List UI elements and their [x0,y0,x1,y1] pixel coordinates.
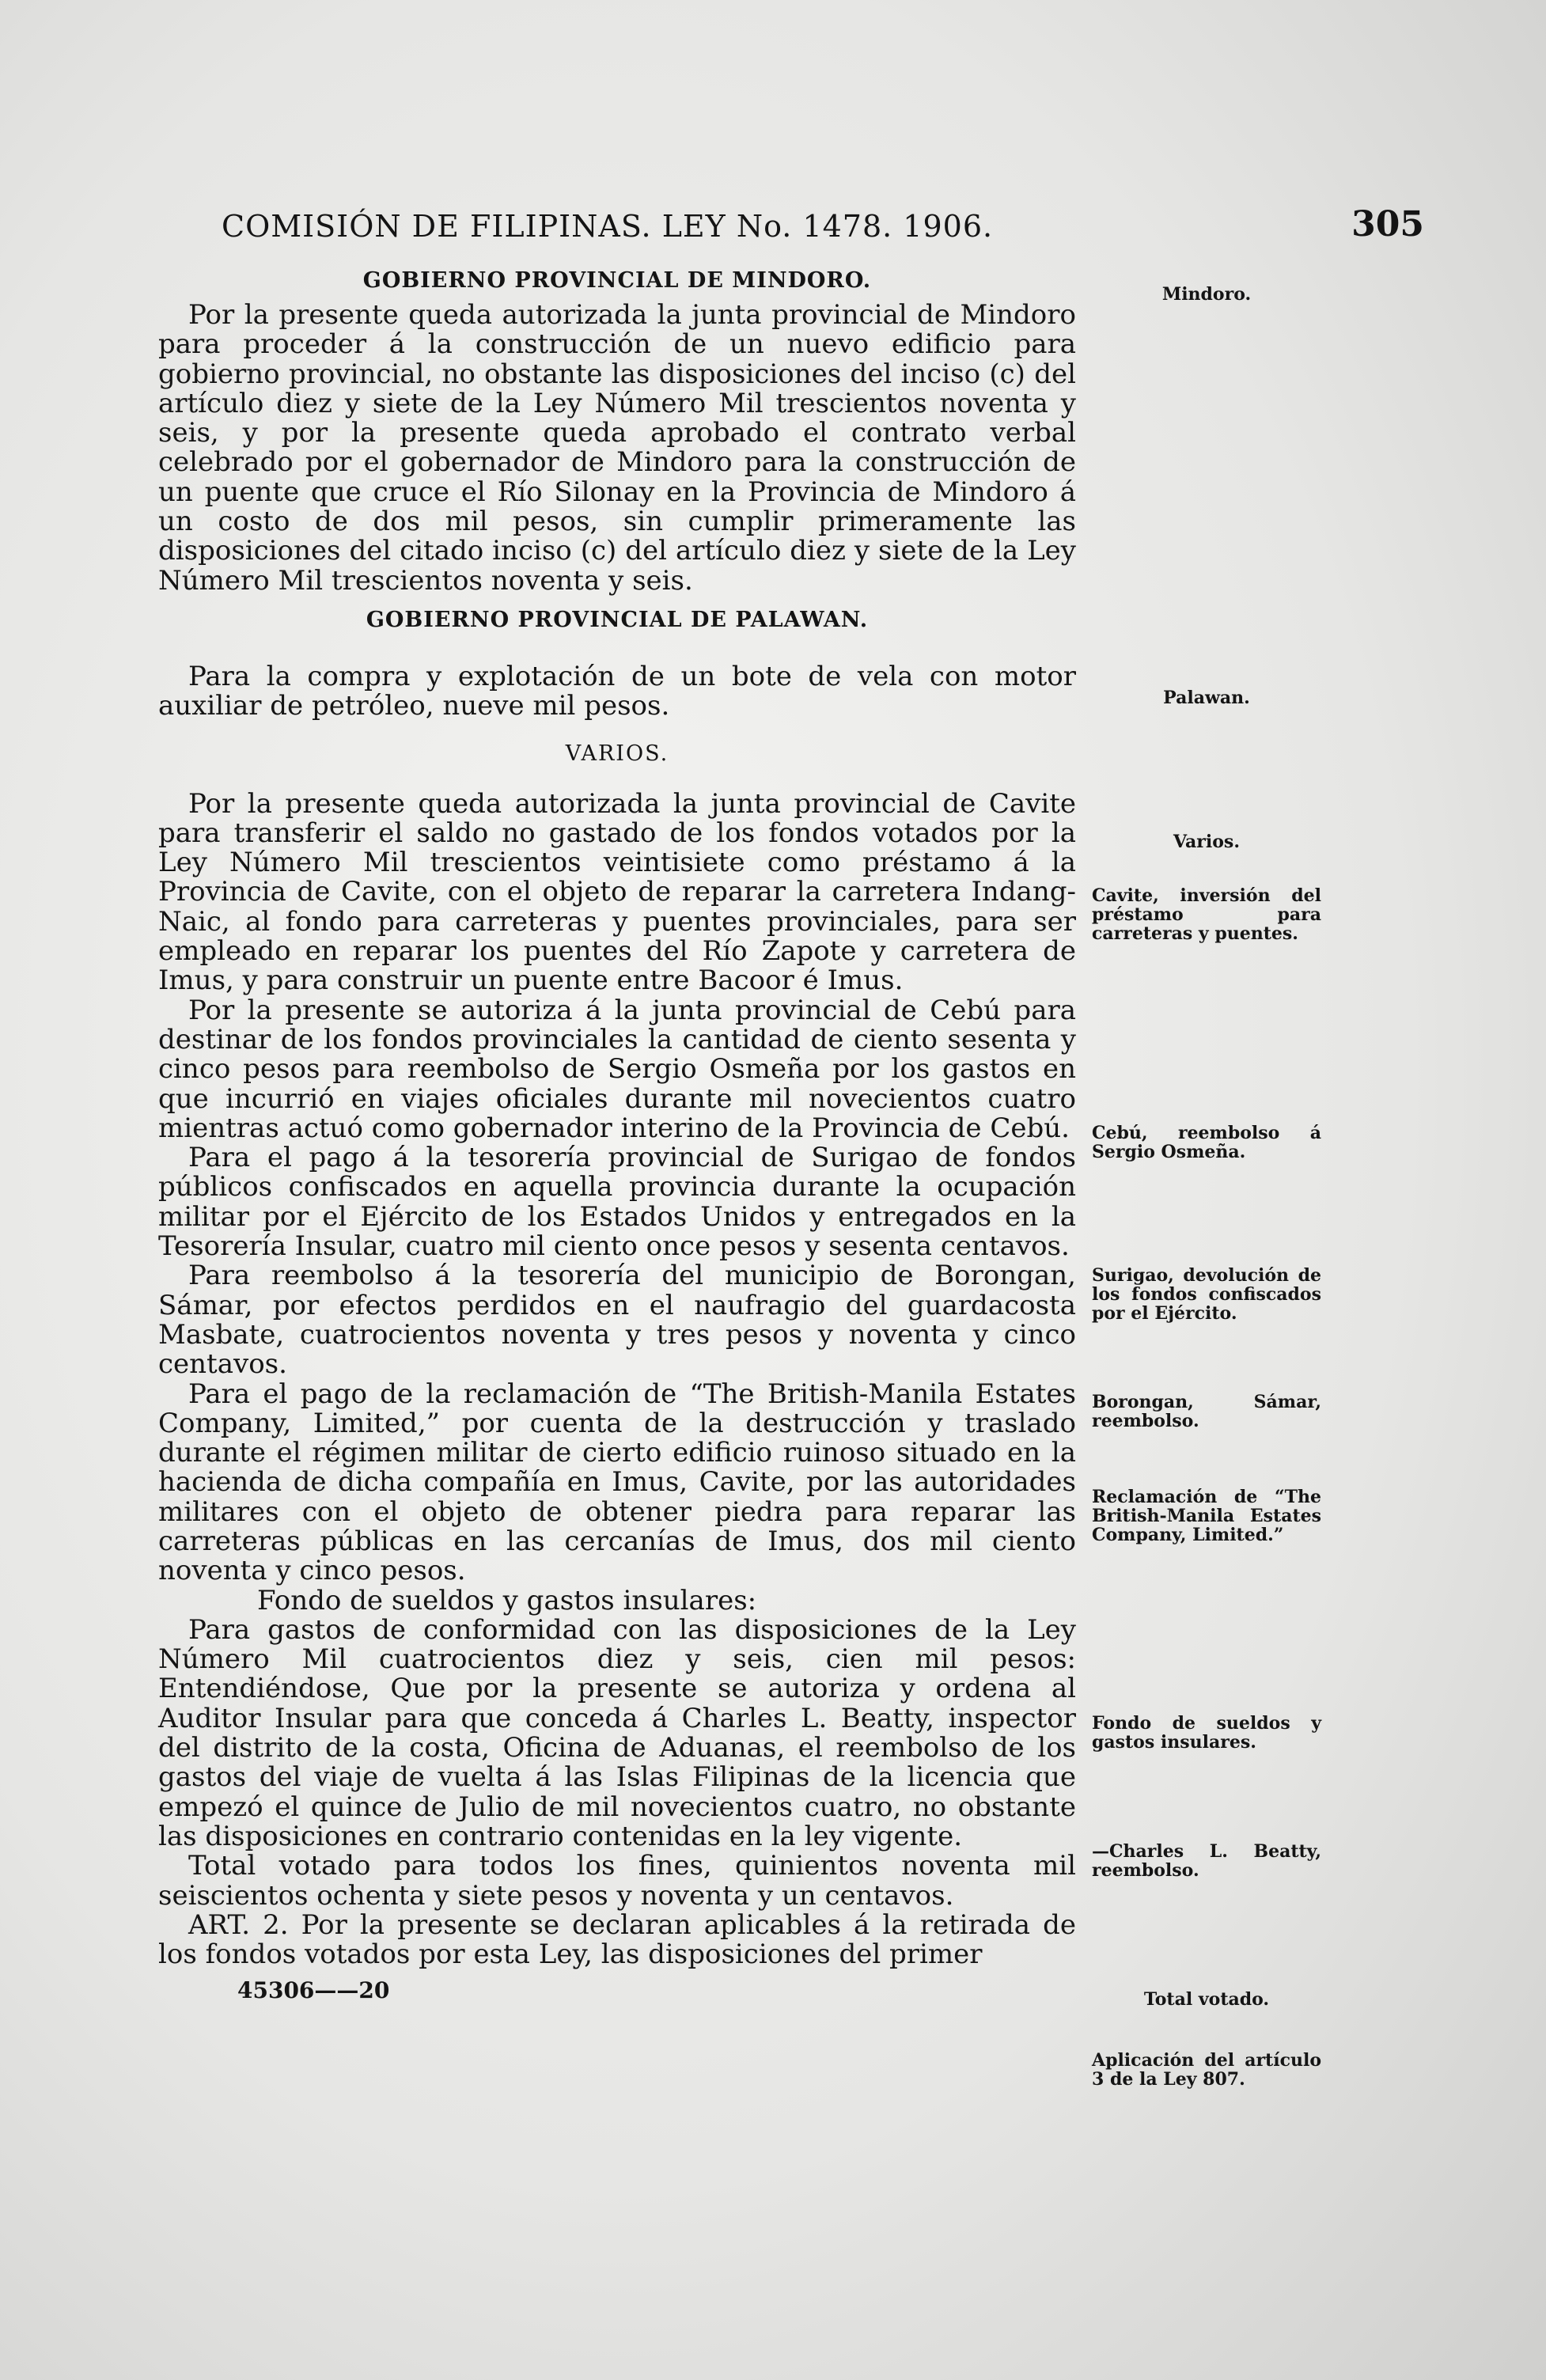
paragraph-mindoro: Por la presente queda autorizada la junta provincial de Mindoro para proceder á la construcción de un nuevo edificio para gobierno provincial, no obstante las disposiciones del inciso (c) del artículo diez y siete de la Ley Número Mil trescientos noventa y seis, y por la presente queda aprobado el contrato verbal celebrado por el gobernador de Mindoro para la construcción de un puente que cruce el Río Silonay en la Provincia de Mindoro á un costo de dos mil pesos, sin cumplir primeramente las disposiciones del citado inciso (c) del artículo diez y siete de la Ley Número Mil trescientos noventa y seis. [158,299,1076,597]
running-head: COMISIÓN DE FILIPINAS. LEY No. 1478. 1906. [222,209,994,244]
paragraph-borongan: Para reembolso á la tesorería del municipio de Borongan, Sámar, por efectos perdidos en el naufragio del guardacosta Masbate, cuatrocientos noventa y tres pesos y noventa y cinco centavos. [158,1260,1076,1381]
section-title-varios: VARIOS. [565,741,669,766]
section-title-mindoro: GOBIERNO PROVINCIAL DE MINDORO. [362,268,872,293]
margin-note-british-manila: Reclamación de “The British-Manila Estates Company, Limited.” [1092,1487,1321,1545]
margin-note-mindoro: Mindoro. [1161,284,1252,305]
margin-note-beatty: —Charles L. Beatty, reembolso. [1092,1841,1321,1881]
margin-note-varios: Varios. [1173,832,1240,852]
printer-signature: 45306——20 [237,1977,390,2004]
margin-note-articulo: Aplicación del artículo 3 de la Ley 807. [1092,2050,1321,2090]
margin-note-fondo: Fondo de sueldos y gastos insulares. [1092,1713,1321,1753]
page-header [222,204,1424,252]
subheading-fondo: Fondo de sueldos y gastos insulares: [257,1584,757,1616]
margin-note-surigao: Surigao, devolución de los fondos confiscados por el Ejército. [1092,1265,1321,1324]
paragraph-cavite: Por la presente queda autorizada la junta provincial de Cavite para transferir el saldo no gastado de los fondos votados por la Ley Número Mil trescientos veintisiete como préstamo á la Provincia de Cavite, con el objeto de reparar la carretera Indang-Naic, al fondo para carreteras y puentes provinciales, para ser empleado en reparar los puentes del Río Zapote y carretera de Imus, y para construir un puente entre Bacoor é Imus. [158,787,1076,997]
page-number: 305 [1351,204,1424,244]
margin-note-cavite: Cavite, inversión del préstamo para carreteras y puentes. [1092,885,1321,944]
margin-note-total: Total votado. [1143,1989,1270,2010]
margin-note-cebu: Cebú, reembolso á Sergio Osmeña. [1092,1123,1321,1162]
margin-note-borongan: Borongan, Sámar, reembolso. [1092,1392,1321,1431]
paragraph-palawan: Para la compra y explotación de un bote de vela con motor auxiliar de petróleo, nueve mil pesos. [158,660,1076,722]
paragraph-cebu: Por la presente se autoriza á la junta provincial de Cebú para destinar de los fondos provinciales la cantidad de ciento sesenta y cinco pesos para reembolso de Sergio Osmeña por los gastos en que incurrió en viajes oficiales durante mil novecientos cuatro mientras actuó como gobernador interino de la Provincia de Cebú. [158,994,1076,1144]
margin-note-palawan: Palawan. [1163,688,1250,708]
section-title-palawan: GOBIERNO PROVINCIAL DE PALAWAN. [366,607,869,632]
paragraph-fondo-gastos: Para gastos de conformidad con las disposiciones de la Ley Número Mil cuatrocientos diez y seis, cien mil pesos: Entendiéndose, Que por la presente se autoriza y ordena al Auditor Insular para que conceda á Charles L. Beatty, inspector del distrito de la costa, Oficina de Aduanas, el reembolso de los gastos del viaje de vuelta á las Islas Filipinas de la licencia que empezó el quince de Julio de mil novecientos cuatro, no obstante las disposiciones en contrario contenidas en la ley vigente. [158,1613,1076,1852]
main-text-column [158,261,1076,2003]
paragraph-british-manila: Para el pago de la reclamación de “The British-Manila Estates Company, Limited,” por cuenta de la destrucción y traslado durante el régimen militar de cierto edificio ruinoso situado en la hacienda de dicha compañía en Imus, Cavite, por las autoridades militares con el objeto de obtener piedra para reparar las carreteras públicas en las cercanías de Imus, dos mil ciento noventa y cinco pesos. [158,1378,1076,1587]
paragraph-articulo-2: ART. 2. Por la presente se declaran aplicables á la retirada de los fondos votados por esta Ley, las disposiciones del primer [158,1908,1076,1971]
paragraph-total-votado: Total votado para todos los fines, quinientos noventa mil seiscientos ochenta y siete pesos y noventa y un centavos. [158,1850,1076,1912]
paragraph-surigao: Para el pago á la tesorería provincial de Surigao de fondos públicos confiscados en aquella provincia durante la ocupación militar por el Ejército de los Estados Unidos y entregados en la Tesorería Insular, cuatro mil ciento once pesos y sesenta centavos. [158,1142,1076,1263]
